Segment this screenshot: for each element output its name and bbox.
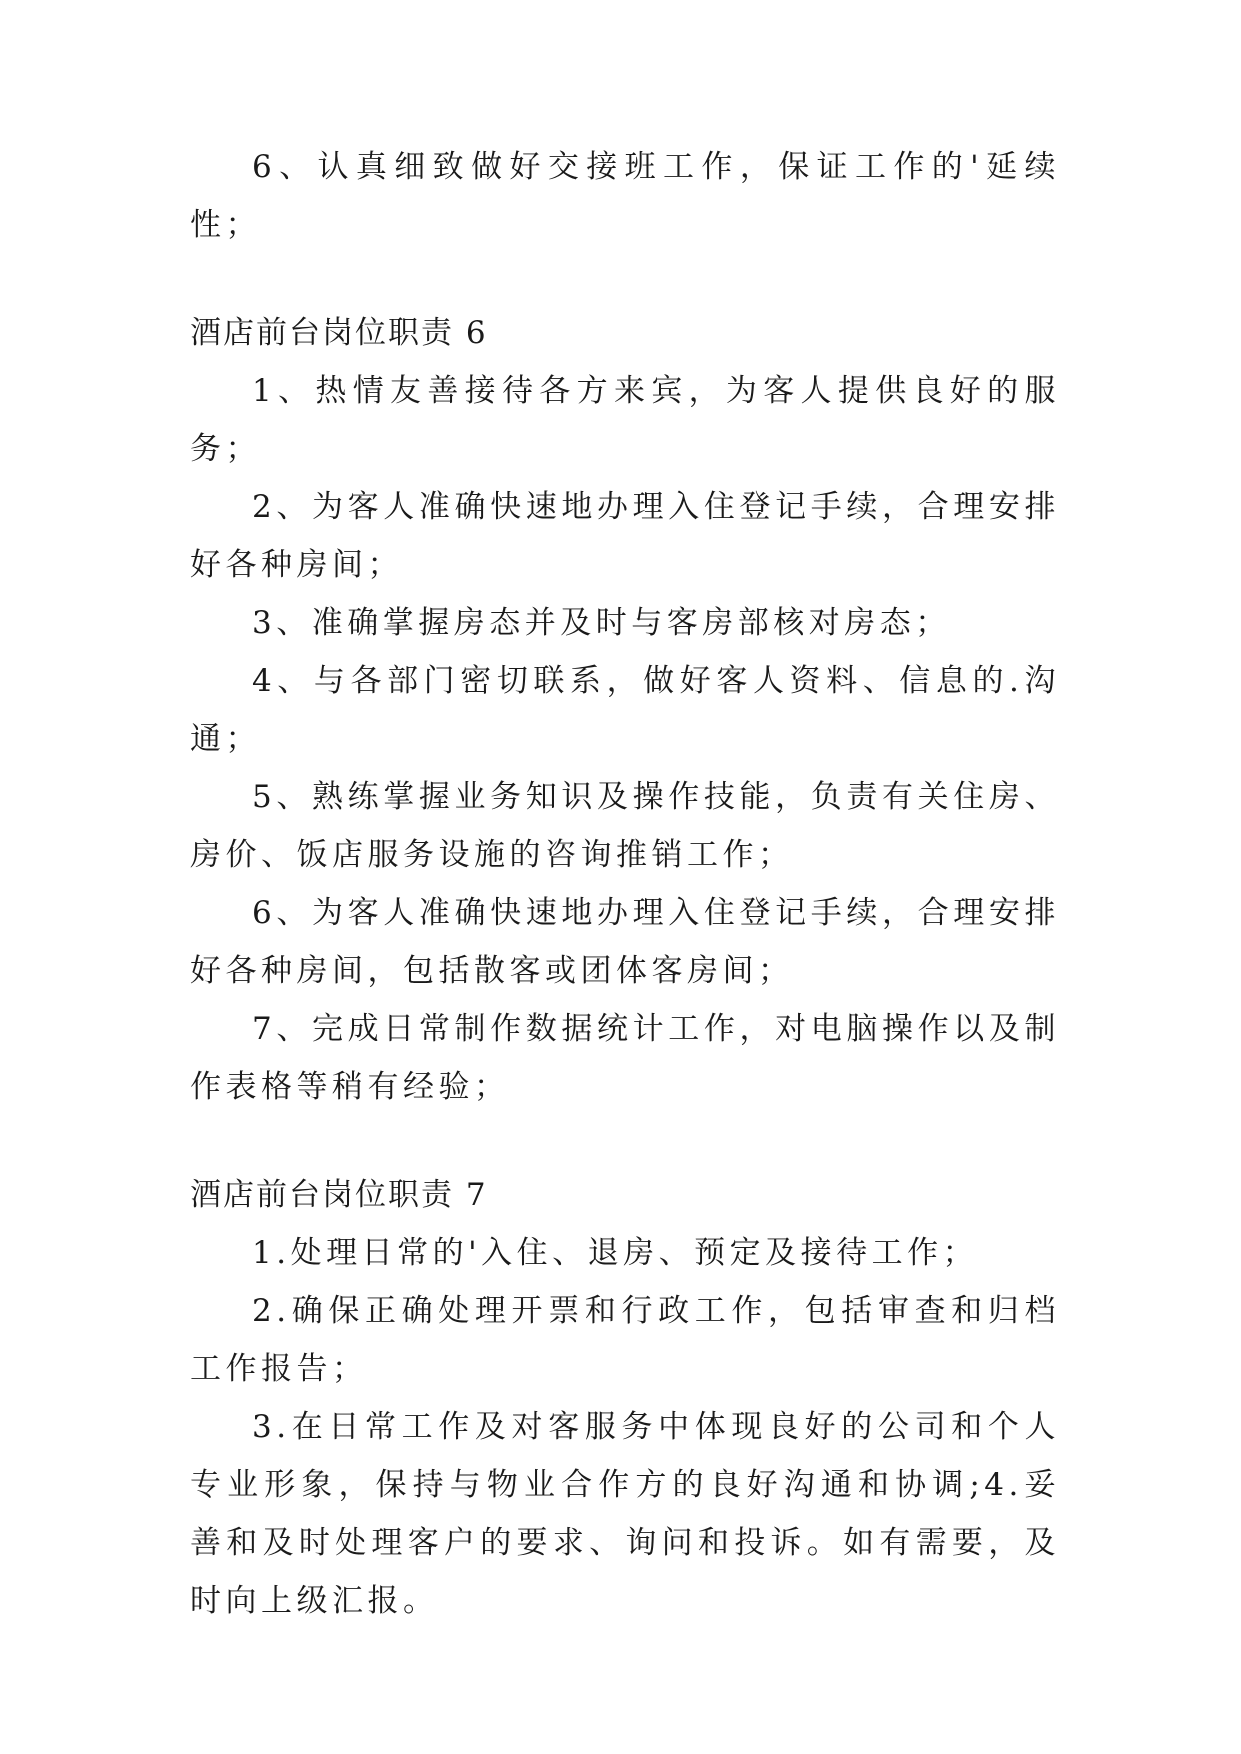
- section-6-item-6: 6、为客人准确快速地办理入住登记手续，合理安排好各种房间，包括散客或团体客房间；: [190, 895, 1060, 989]
- section-6-title: 酒店前台岗位职责 6: [190, 315, 488, 351]
- section-6-item-2: 2、为客人准确快速地办理入住登记手续，合理安排好各种房间；: [190, 489, 1060, 583]
- section-7-item-1: 1.处理日常的'入住、退房、预定及接待工作；: [252, 1235, 979, 1271]
- section-6-item-5: 5、熟练掌握业务知识及操作技能，负责有关住房、房价、饭店服务设施的咨询推销工作；: [190, 779, 1060, 873]
- section-gap: [190, 254, 1060, 304]
- section-6-item-4: 4、与各部门密切联系，做好客人资料、信息的.沟通；: [190, 663, 1060, 757]
- section-6-item-7: 7、完成日常制作数据统计工作，对电脑操作以及制作表格等稍有经验；: [190, 1011, 1060, 1105]
- document-page: [190, 0, 1060, 1630]
- top-margin: [190, 0, 1060, 138]
- section-gap: [190, 1116, 1060, 1166]
- intro-paragraph: 6、认真细致做好交接班工作，保证工作的'延续性；: [190, 149, 1060, 243]
- section-7-item-2: 2.确保正确处理开票和行政工作，包括审查和归档工作报告；: [190, 1293, 1060, 1387]
- section-7-title: 酒店前台岗位职责 7: [190, 1177, 488, 1213]
- section-7-item-3: 3.在日常工作及对客服务中体现良好的公司和个人专业形象，保持与物业合作方的良好沟通和协调;4.妥善和及时处理客户的要求、询问和投诉。如有需要，及时向上级汇报。: [190, 1409, 1060, 1619]
- section-6-item-1: 1、热情友善接待各方来宾，为客人提供良好的服务；: [190, 373, 1060, 467]
- section-6-item-3: 3、准确掌握房态并及时与客房部核对房态；: [252, 605, 951, 641]
